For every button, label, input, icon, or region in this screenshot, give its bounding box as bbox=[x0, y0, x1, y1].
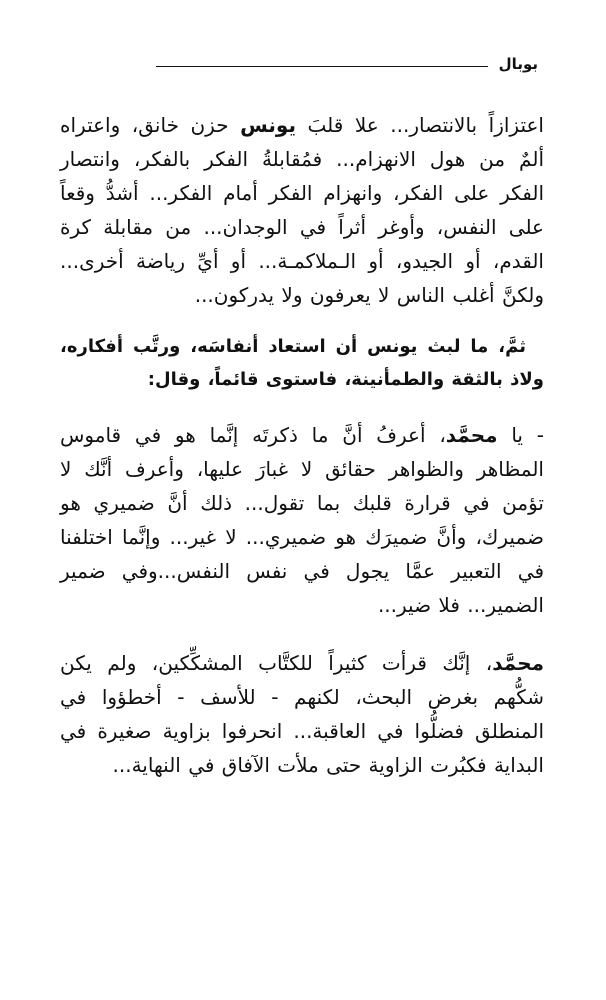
paragraph-3-text-2: ، أعرفُ أنَّ ما ذكرتَه إنَّما هو في قاموس المظاهر والظواهر حقائق لا غبارَ عليها، وأعرف أنَّك لا تؤمن في قرارة قلبك بما تقول... ذلك أنَّ ضميري هو ضميرك، وأنَّ ضميرَك هو ضميري... لا غير... وإنَّما اختلفنا في التعبير عمَّا يجول في نفس النفس...وفي ضمير الضمير... فلا ضير... bbox=[60, 423, 544, 617]
page-body bbox=[60, 108, 544, 782]
paragraph-spacer bbox=[60, 312, 544, 330]
paragraph-2 bbox=[60, 330, 544, 396]
paragraph-spacer bbox=[60, 396, 544, 418]
paragraph-1-name-younes: يونس bbox=[240, 113, 296, 137]
paragraph-1-text-1: اعتزازاً بالانتصار... علا قلبَ bbox=[295, 113, 544, 137]
paragraph-spacer bbox=[60, 622, 544, 646]
paragraph-4-text: ، إنَّك قرأت كثيراً للكتَّاب المشكِّكين، ولم يكن شكُّهم بغرض البحث، لكنهم - للأسف - أخطؤوا في المنطلق فضلُّوا في العاقبة... انحرفوا بزاوية صغيرة في البداية فكبُرت الزاوية حتى ملأت الآفاق في النهاية... bbox=[60, 651, 544, 777]
header-rule-line bbox=[156, 66, 488, 67]
paragraph-4 bbox=[60, 646, 544, 782]
running-header-title: بوبال bbox=[498, 55, 538, 73]
page-header bbox=[0, 52, 606, 82]
paragraph-3-name-mohammed: محمَّد bbox=[445, 423, 498, 447]
paragraph-2-text: ثمَّ، ما لبث يونس أن استعاد أنفاسَه، ورتَّب أفكاره، ولاذ بالثقة والطمأنينة، فاستوى قائماً، وقال: bbox=[60, 336, 544, 390]
paragraph-3 bbox=[60, 418, 544, 622]
paragraph-3-text-1: - يا bbox=[497, 423, 544, 447]
paragraph-1 bbox=[60, 108, 544, 312]
paragraph-1-text-2: حزن خانق، واعتراه ألمٌ من هول الانهزام... فمُقابلةُ الفكر بالفكر، وانتصار الفكر على الفكر، وانهزام الفكر أمام الفكر... أشدُّ وقعاً على النفس، وأوغر أثراً في الوجدان... من مقابلة كرة القدم، أو الجيدو، أو الـملاكمـة... أو أيِّ رياضة أخرى... ولكنَّ أغلب الناس لا يعرفون ولا يدركون... bbox=[60, 113, 544, 307]
paragraph-4-name-mohammed: محمَّد bbox=[492, 651, 544, 675]
